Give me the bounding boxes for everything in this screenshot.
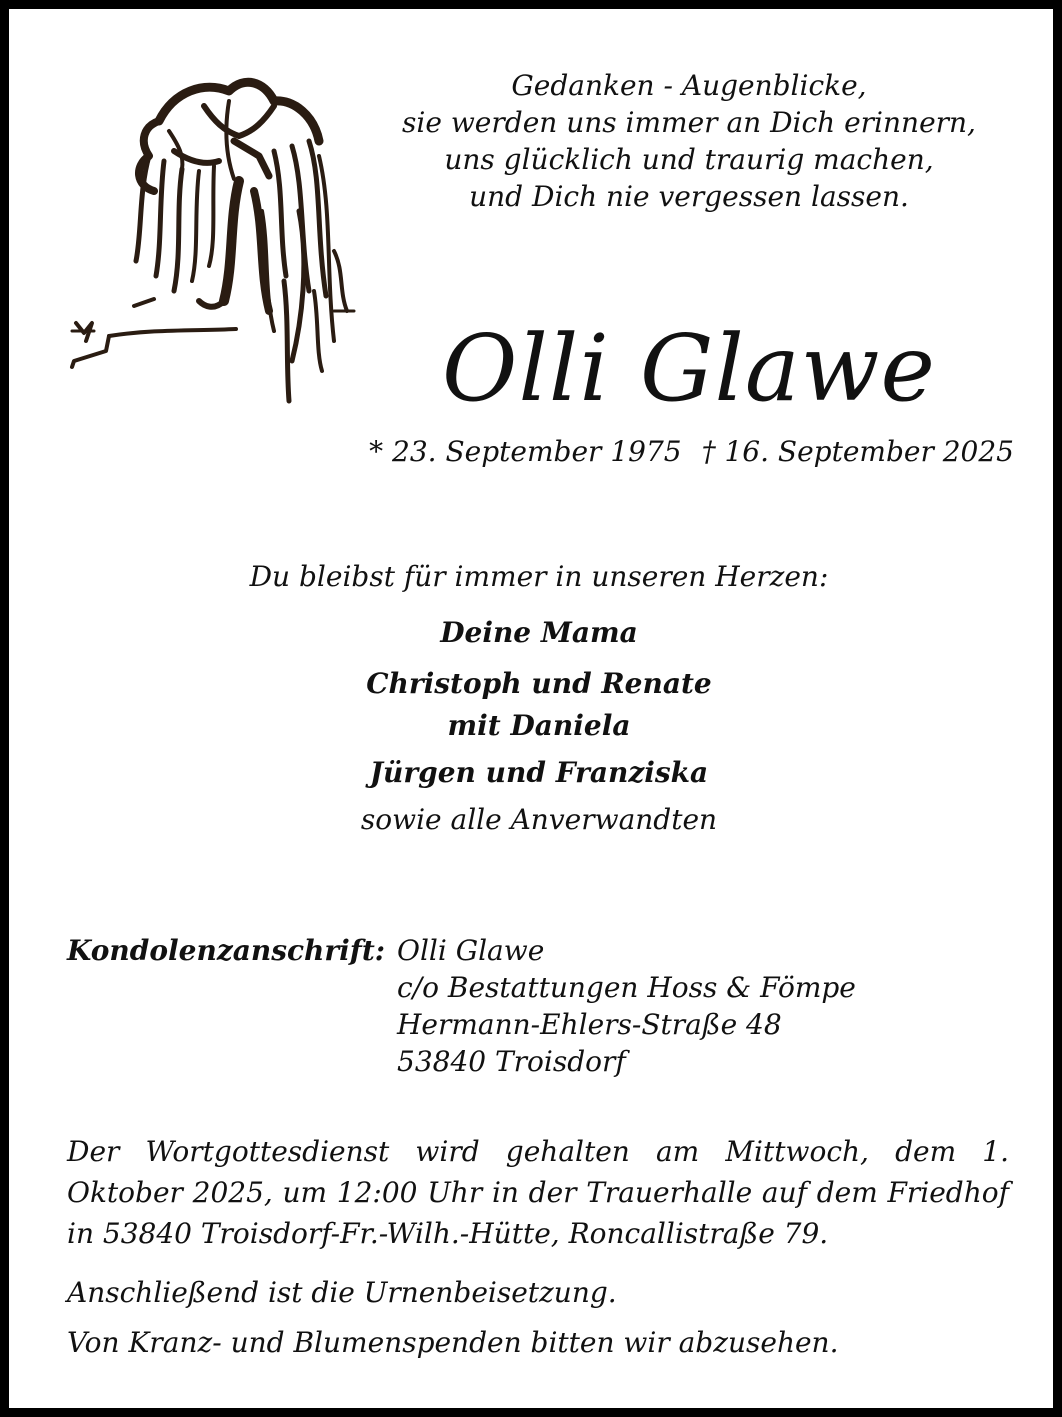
poem-line: und Dich nie vergessen lassen. xyxy=(469,180,909,213)
poem-line: Gedanken - Augenblicke, xyxy=(511,69,867,102)
mourner-line: Jürgen und Franziska xyxy=(369,756,709,789)
mourner-line: Christoph und Renate xyxy=(366,667,712,700)
death-date: † 16. September 2025 xyxy=(701,435,1014,468)
poem-line: uns glücklich und traurig machen, xyxy=(444,143,934,176)
weeping-willow-icon xyxy=(64,61,364,406)
flowers-note: Von Kranz- und Blumenspenden bitten wir abzusehen. xyxy=(67,1326,839,1359)
mourner-line: mit Daniela xyxy=(447,709,631,742)
mourner-line: sowie alle Anverwandten xyxy=(360,803,718,836)
address-line: Hermann-Ehlers-Straße 48 xyxy=(397,1008,782,1041)
mourner-line: Deine Mama xyxy=(440,616,638,649)
life-dates xyxy=(339,432,1014,472)
address-line: c/o Bestattungen Hoss & Fömpe xyxy=(397,971,856,1004)
address-line: 53840 Troisdorf xyxy=(397,1045,626,1078)
burial-note: Anschließend ist die Urnenbeisetzung. xyxy=(67,1276,617,1309)
poem-line: sie werden uns immer an Dich erinnern, xyxy=(402,106,976,139)
condolence-address xyxy=(397,932,856,1080)
service-paragraph: Der Wortgottesdienst wird gehalten am Mittwoch, dem 1. Oktober 2025, um 12:00 Uhr in der Trauerhalle auf dem Friedhof in 53840 Troisdorf-Fr.-Wilh.-Hütte, Roncallistraße 79. xyxy=(67,1135,1009,1250)
mourners-intro: Du bleibst für immer in unseren Herzen: xyxy=(249,560,829,593)
address-line: Olli Glawe xyxy=(397,934,545,967)
deceased-name: Olli Glawe xyxy=(442,315,936,422)
poem xyxy=(369,67,1009,215)
condolence-label: Kondolenzanschrift: xyxy=(67,934,386,967)
birth-date: * 23. September 1975 xyxy=(369,435,682,468)
